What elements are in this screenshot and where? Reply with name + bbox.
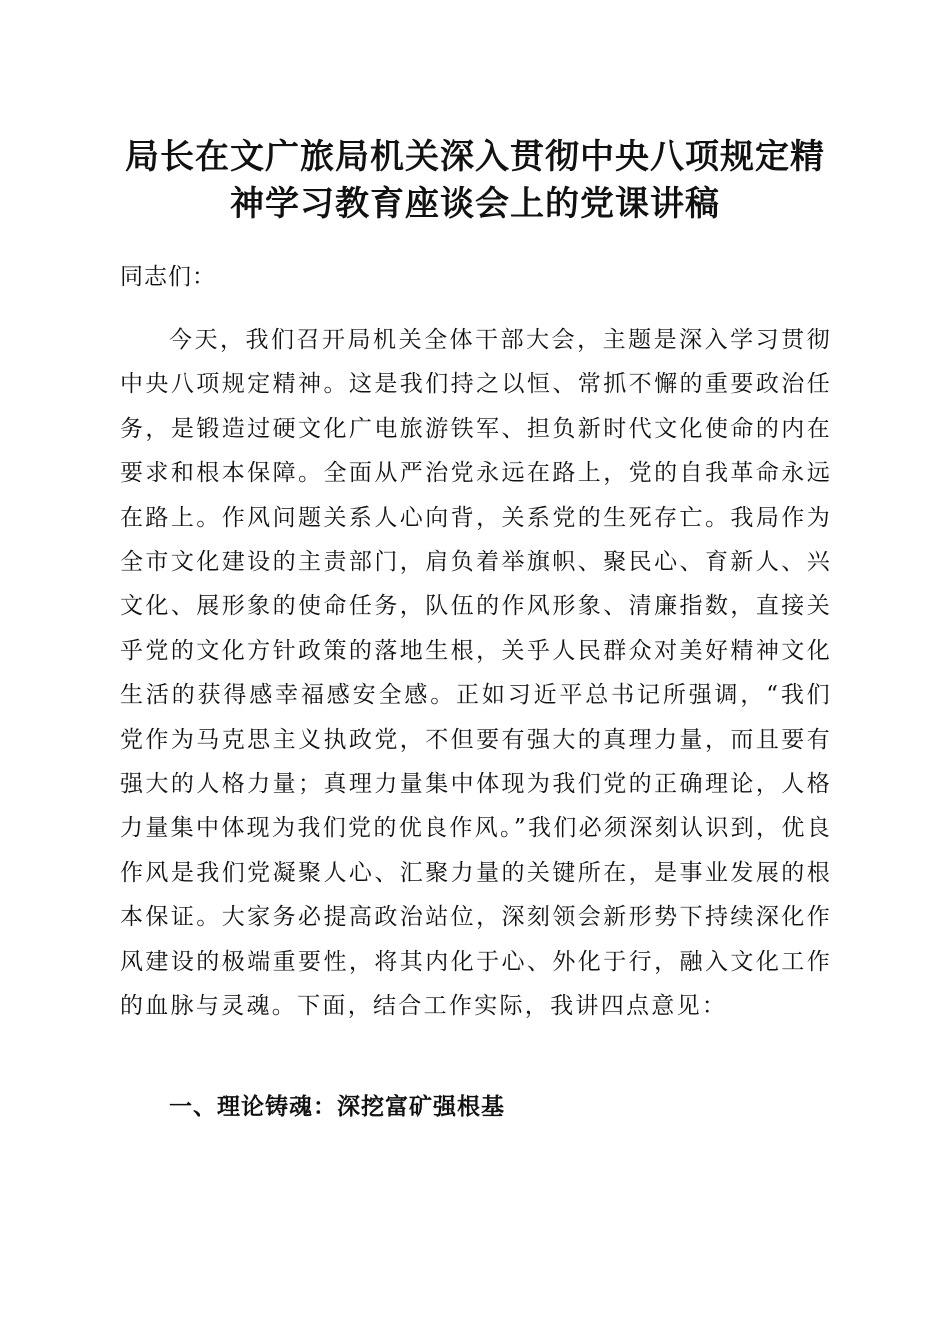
body-paragraph: 今天，我们召开局机关全体干部大会，主题是深入学习贯彻中央八项规定精神。这是我们持之以恒、常抓不懈的重要政治任务，是锻造过硬文化广电旅游铁军、担负新时代文化使命的内在要求和根本保障。全面从严治党永远在路上，党的自我革命永远在路上。作风问题关系人心向背，关系党的生死存亡。我局作为全市文化建设的主责部门，肩负着举旗帜、聚民心、育新人、兴文化、展形象的使命任务，队伍的作风形象、清廉指数，直接关乎党的文化方针政策的落地生根，关乎人民群众对美好精神文化生活的获得感幸福感安全感。正如习近平总书记所强调，“我们党作为马克思主义执政党，不但要有强大的真理力量，而且要有强大的人格力量；真理力量集中体现为我们党的正确理论，人格力量集中体现为我们党的优良作风。”我们必须深刻认识到，优良作风是我们党凝聚人心、汇聚力量的关键所在，是事业发展的根本保证。大家务必提高政治站位，深刻领会新形势下持续深化作风建设的极端重要性，将其内化于心、外化于行，融入文化工作的血脉与灵魂。下面，结合工作实际，我讲四点意见： bbox=[120, 327, 832, 1020]
salutation: 同志们： bbox=[120, 264, 216, 290]
document-title: 局长在文广旅局机关深入贯彻中央八项规定精神学习教育座谈会上的党课讲稿 bbox=[125, 137, 825, 224]
section-heading: 一、理论铸魂：深挖富矿强根基 bbox=[169, 1094, 505, 1120]
